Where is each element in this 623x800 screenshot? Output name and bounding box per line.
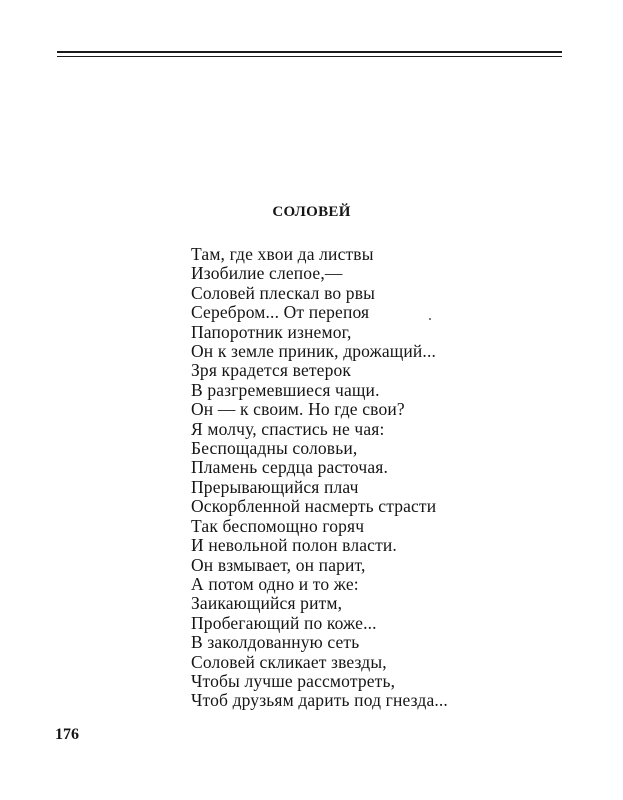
poem-line: Папоротник изнемог,: [191, 321, 352, 342]
poem-line: Соловей плескал во рвы: [191, 282, 376, 303]
poem-line: В заколдованную сеть: [191, 632, 360, 653]
print-speck: [429, 318, 431, 320]
poem-line: Беспощадны соловьи,: [191, 438, 358, 459]
poem-line: Так беспомощно горяч: [191, 515, 365, 536]
poem-line: Соловей скликает звезды,: [191, 651, 387, 672]
poem-line: Я молчу, спастись не чая:: [191, 418, 385, 439]
header-rule-thin: [57, 56, 562, 57]
poem-line: Он взмывает, он парит,: [191, 554, 366, 575]
poem-line: Он — к своим. Но где свои?: [191, 399, 405, 420]
header-rule-thick: [57, 51, 562, 53]
page-number: 176: [55, 726, 79, 743]
poem-line: Чтобы лучше рассмотреть,: [191, 670, 396, 691]
poem-line: Изобилие слепое,—: [191, 263, 343, 284]
poem-line: В разгремевшиеся чащи.: [191, 379, 380, 400]
poem-line: Оскорбленной насмерть страсти: [191, 496, 437, 517]
poem-line: Чтоб друзьям дарить под гнезда...: [191, 690, 448, 711]
poem-line: Заикающийся ритм,: [191, 593, 343, 614]
poem-body: [191, 245, 448, 711]
poem-line: Зря крадется ветерок: [191, 360, 352, 381]
poem-line: И невольной полон власти.: [191, 535, 397, 556]
poem-title: СОЛОВЕЙ: [272, 204, 351, 220]
poem-line: Пламень сердца расточая.: [191, 457, 388, 478]
poem-line: Прерывающийся плач: [191, 476, 359, 497]
poem-line: А потом одно и то же:: [191, 573, 359, 594]
poem-line: Пробегающий по коже...: [191, 612, 377, 633]
poem-line: Серебром... От перепоя: [191, 302, 370, 323]
poem-line: Он к земле приник, дрожащий...: [191, 341, 437, 362]
poem-line: Там, где хвои да листвы: [191, 244, 374, 264]
